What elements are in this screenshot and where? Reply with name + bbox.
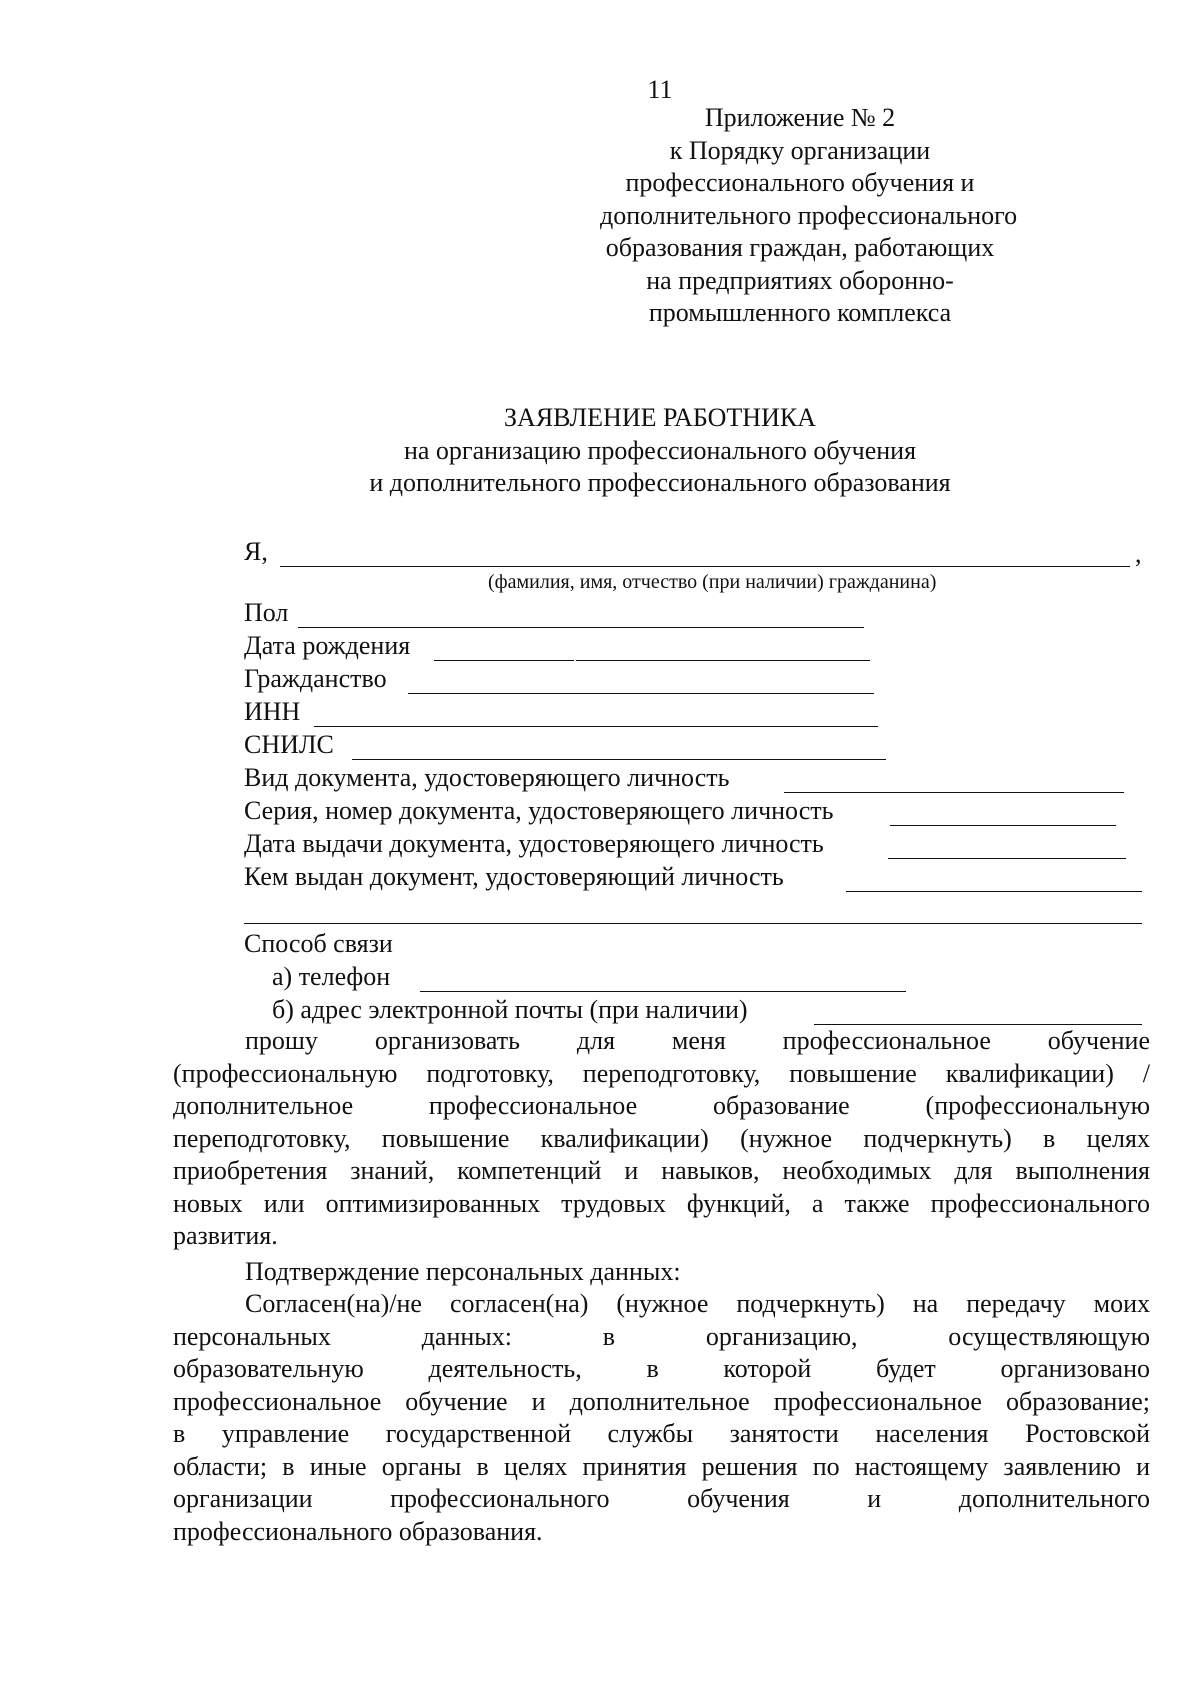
personal-data-line: профессиональное обучение и дополнительное профессиональное образование; (173, 1386, 1150, 1416)
doc-series-label: Серия, номер документа, удостоверяющего личность (244, 796, 834, 825)
birth-date-label: Дата рождения (244, 631, 411, 660)
request-paragraph (173, 1025, 1150, 1253)
citizenship-label: Гражданство (244, 664, 387, 693)
appendix-line: к Порядку организации (669, 135, 931, 165)
appendix-line: Приложение № 2 (704, 103, 896, 132)
birth-date-field-line-2[interactable] (576, 660, 870, 661)
phone-field-line[interactable] (420, 991, 906, 992)
appendix-line: дополнительного профессионального (600, 200, 1018, 230)
fio-field-line[interactable] (280, 566, 1130, 567)
citizenship-field-line[interactable] (408, 693, 874, 694)
personal-data-line: образовательную деятельность, в которой будет организовано (173, 1354, 1150, 1383)
personal-data-line: организации профессионального обучения и дополнительного (173, 1484, 1150, 1513)
doc-series-field-line[interactable] (890, 825, 1116, 826)
appendix-line: профессионального обучения и (625, 168, 975, 197)
snils-label: СНИЛС (244, 730, 334, 759)
personal-data-line: области; в иные органы в целях принятия решения по настоящему заявлению и (173, 1451, 1150, 1481)
ya-label: Я, (244, 537, 268, 566)
appendix-line: образования граждан, работающих (605, 233, 995, 262)
doc-type-field-line[interactable] (784, 792, 1124, 793)
personal-data-line: в управление государственной службы занятости населения Ростовской (173, 1419, 1150, 1448)
inn-label: ИНН (244, 697, 301, 726)
appendix-line: промышленного комплекса (648, 298, 952, 327)
gender-field-line[interactable] (298, 627, 864, 628)
request-line: (профессиональную подготовку, переподготовку, повышение квалификации) / (173, 1058, 1150, 1088)
request-line: дополнительное профессиональное образование (профессиональную (173, 1091, 1150, 1120)
inn-field-line[interactable] (314, 726, 878, 727)
contact-title: Способ связи (244, 929, 393, 958)
page-number: 11 (647, 75, 673, 104)
fio-hint: (фамилия, имя, отчество (при наличии) гражданина) (488, 571, 937, 593)
request-last-line: развития. (173, 1221, 278, 1250)
request-line: приобретения знаний, компетенций и навыков, необходимых для выполнения (173, 1156, 1150, 1185)
personal-data-line: Согласен(на)/не согласен(на) (нужное подчеркнуть) на передачу моих (245, 1289, 1150, 1318)
doc-date-field-line[interactable] (888, 858, 1126, 859)
request-line: прошу организовать для меня профессиональное обучение (245, 1026, 1150, 1055)
appendix-line: на предприятиях оборонно- (646, 265, 954, 295)
personal-data-heading: Подтверждение персональных данных: (245, 1257, 681, 1286)
birth-date-field-line-1[interactable] (434, 660, 574, 661)
email-label: б) адрес электронной почты (при наличии) (272, 995, 748, 1024)
personal-data-line: персональных данных: в организацию, осуществляющую (173, 1321, 1150, 1351)
doc-date-label: Дата выдачи документа, удостоверяющего личность (244, 829, 824, 858)
doc-type-label: Вид документа, удостоверяющего личность (244, 763, 730, 792)
phone-label: а) телефон (272, 962, 391, 991)
doc-issuer-label: Кем выдан документ, удостоверяющий личность (244, 862, 784, 891)
personal-data-paragraph (173, 1288, 1150, 1548)
gender-label: Пол (244, 598, 289, 627)
snils-field-line[interactable] (352, 759, 886, 760)
title-main: ЗАЯВЛЕНИЕ РАБОТНИКА (504, 403, 816, 432)
document-title (0, 402, 1200, 500)
title-sub-1: на организацию профессионального обучения (403, 435, 917, 465)
request-line: переподготовку, повышение квалификации) (нужное подчеркнуть) в целях (173, 1123, 1150, 1153)
request-line: новых или оптимизированных трудовых функций, а также профессионального (173, 1188, 1150, 1218)
doc-issuer-field-line-2[interactable] (244, 923, 1142, 924)
title-sub-2: и дополнительного профессионального образования (369, 468, 951, 497)
fio-comma: , (1135, 539, 1142, 568)
appendix-block (600, 102, 1018, 330)
personal-data-last-line: профессионального образования. (173, 1516, 543, 1546)
doc-issuer-field-line[interactable] (846, 891, 1142, 892)
